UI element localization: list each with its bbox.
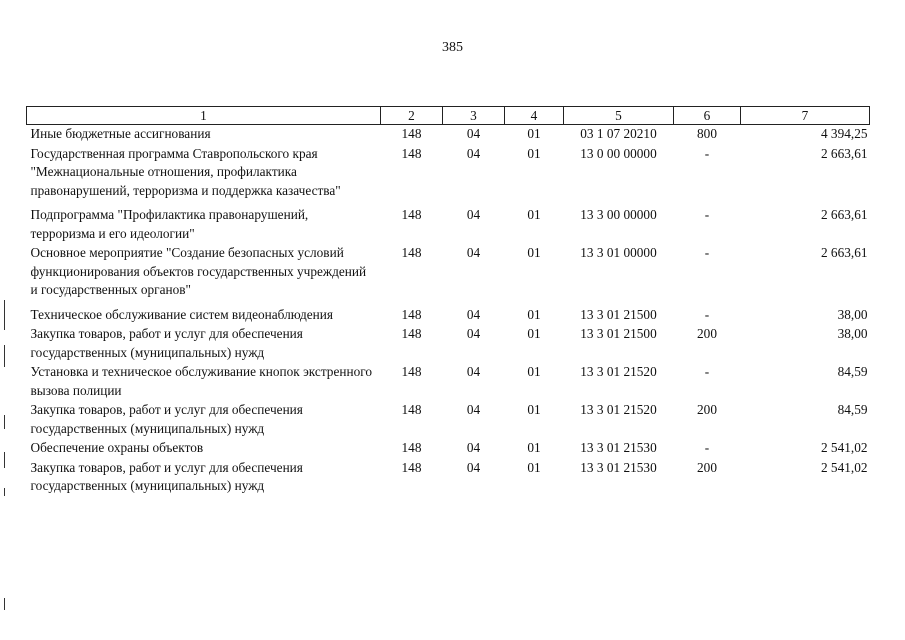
row-code-target: 13 3 01 21520 <box>580 402 657 417</box>
budget-table <box>26 106 870 497</box>
table-row <box>27 206 870 244</box>
row-amount: 38,00 <box>837 326 868 341</box>
row-code-ved: 148 <box>401 440 422 455</box>
column-header: 5 <box>564 107 674 125</box>
row-amount: 2 663,61 <box>820 145 868 161</box>
row-code-target: 13 3 01 21500 <box>580 306 657 322</box>
row-code-subsection: 01 <box>527 245 541 260</box>
row-name: Основное мероприятие "Создание безопасных условий функционирования объектов государственных учреждений и государственных органов" <box>30 245 367 297</box>
row-code-ved: 148 <box>401 402 422 417</box>
column-header: 6 <box>674 107 741 125</box>
row-code-subsection: 01 <box>527 207 541 222</box>
row-name: Закупка товаров, работ и услуг для обеспечения государственных (муниципальных) нужд <box>30 402 303 436</box>
margin-mark <box>4 415 5 429</box>
row-code-target: 13 3 00 00000 <box>580 207 657 222</box>
row-code-target: 13 0 00 00000 <box>580 145 657 161</box>
column-header: 1 <box>27 107 381 125</box>
row-amount: 4 394,25 <box>820 126 868 141</box>
table-row <box>27 325 870 363</box>
table-row <box>27 125 870 145</box>
row-code-ved: 148 <box>401 145 422 161</box>
column-header: 2 <box>381 107 443 125</box>
row-name: Государственная программа Ставропольского края "Межнациональные отношения, профилактика правонарушений, терроризма и поддержка казачества" <box>30 145 341 198</box>
row-code-ved: 148 <box>401 245 422 260</box>
margin-mark <box>4 488 5 496</box>
row-code-expense: - <box>704 245 710 260</box>
row-code-section: 04 <box>466 207 481 222</box>
row-code-target: 13 3 01 21530 <box>580 459 657 475</box>
row-code-expense: 200 <box>697 402 717 417</box>
row-code-subsection: 01 <box>527 364 541 379</box>
row-code-section: 04 <box>466 364 481 379</box>
row-amount: 38,00 <box>837 306 868 322</box>
row-code-expense: 800 <box>697 126 717 141</box>
row-name: Закупка товаров, работ и услуг для обеспечения государственных (муниципальных) нужд <box>30 459 303 493</box>
row-code-ved: 148 <box>401 459 422 475</box>
row-code-subsection: 01 <box>527 459 541 475</box>
row-code-subsection: 01 <box>527 145 541 161</box>
row-code-subsection: 01 <box>527 306 541 322</box>
row-code-ved: 148 <box>401 364 422 379</box>
page-number: 385 <box>442 40 463 55</box>
row-code-expense: - <box>704 145 710 161</box>
row-code-section: 04 <box>466 402 481 417</box>
row-code-expense: - <box>704 207 710 222</box>
table-row <box>27 363 870 401</box>
row-name: Техническое обслуживание систем видеонаблюдения <box>30 306 333 322</box>
row-code-ved: 148 <box>401 306 422 322</box>
row-code-section: 04 <box>466 440 481 455</box>
row-name: Подпрограмма "Профилактика правонарушений, терроризма и его идеологии" <box>30 207 309 241</box>
column-header: 3 <box>443 107 505 125</box>
row-code-target: 13 3 01 21500 <box>580 326 657 341</box>
row-code-section: 04 <box>466 326 481 341</box>
row-code-expense: 200 <box>697 459 717 475</box>
row-code-section: 04 <box>466 126 481 141</box>
table-row <box>27 145 870 207</box>
table-row <box>27 459 870 497</box>
column-header: 7 <box>741 107 870 125</box>
row-code-ved: 148 <box>401 126 422 141</box>
row-name: Иные бюджетные ассигнования <box>30 126 211 141</box>
row-code-expense: - <box>704 364 710 379</box>
row-code-subsection: 01 <box>527 440 541 455</box>
row-name: Установка и техническое обслуживание кнопок экстренного вызова полиции <box>30 364 372 398</box>
row-code-target: 03 1 07 20210 <box>580 126 657 141</box>
row-code-ved: 148 <box>401 326 422 341</box>
row-amount: 2 663,61 <box>820 207 868 222</box>
row-code-subsection: 01 <box>527 326 541 341</box>
column-header: 4 <box>505 107 564 125</box>
row-amount: 2 663,61 <box>820 245 868 260</box>
table-header-row <box>27 107 870 125</box>
row-code-subsection: 01 <box>527 126 541 141</box>
row-code-section: 04 <box>466 145 481 161</box>
table-row <box>27 439 870 459</box>
row-code-expense: - <box>704 440 710 455</box>
row-code-section: 04 <box>466 459 481 475</box>
margin-mark <box>4 452 5 468</box>
row-amount: 2 541,02 <box>820 459 868 475</box>
row-code-expense: 200 <box>697 326 717 341</box>
row-code-section: 04 <box>466 245 481 260</box>
row-code-target: 13 3 01 21520 <box>580 364 657 379</box>
row-name: Закупка товаров, работ и услуг для обеспечения государственных (муниципальных) нужд <box>30 326 303 360</box>
row-amount: 84,59 <box>837 402 868 417</box>
table-row <box>27 401 870 439</box>
row-amount: 84,59 <box>837 364 868 379</box>
row-code-section: 04 <box>466 306 481 322</box>
margin-mark <box>4 345 5 367</box>
margin-mark <box>4 300 5 330</box>
row-code-expense: - <box>704 306 710 322</box>
row-code-ved: 148 <box>401 207 422 222</box>
row-code-target: 13 3 01 21530 <box>580 440 657 455</box>
margin-mark <box>4 598 5 610</box>
row-amount: 2 541,02 <box>820 440 868 455</box>
row-name: Обеспечение охраны объектов <box>30 440 204 455</box>
table-row <box>27 244 870 306</box>
table-row <box>27 306 870 326</box>
row-code-target: 13 3 01 00000 <box>580 245 657 260</box>
row-code-subsection: 01 <box>527 402 541 417</box>
